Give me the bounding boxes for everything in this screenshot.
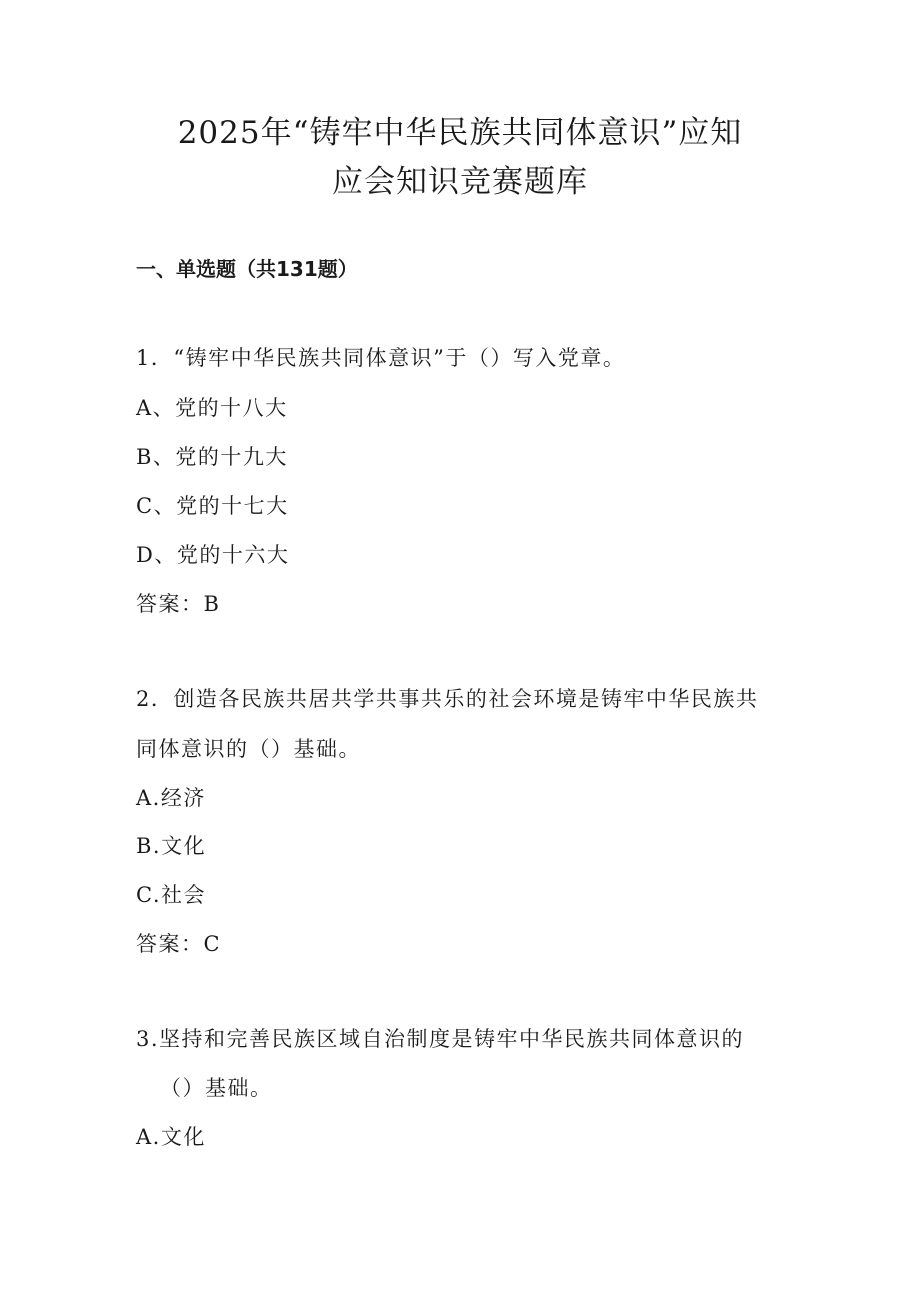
section-heading: 一、单选题（共131题）: [136, 257, 358, 281]
question-1-stem: 1．“铸牢中华民族共同体意识”于（）写入党章。: [136, 346, 626, 370]
question-2-option-a: A.经济: [136, 786, 206, 810]
question-3-option-a: A.文化: [136, 1125, 206, 1149]
question-1-option-d: D、党的十六大: [136, 543, 290, 567]
document-title-line-2: 应会知识竞赛题库: [332, 164, 588, 200]
question-1-answer: 答案：B: [136, 592, 221, 616]
question-3-stem-line-2: （）基础。: [160, 1076, 273, 1100]
question-2-answer: 答案：C: [136, 932, 222, 956]
question-3-stem-line-1: 3.坚持和完善民族区域自治制度是铸牢中华民族共同体意识的: [136, 1027, 745, 1051]
question-1-option-a: A、党的十八大: [136, 396, 288, 420]
question-2-stem-line-1: 2．创造各民族共居共学共事共乐的社会环境是铸牢中华民族共: [136, 687, 759, 711]
document-title-line-1: 2025年“铸牢中华民族共同体意识”应知: [177, 115, 743, 151]
question-1-option-b: B、党的十九大: [136, 445, 288, 469]
question-2-option-c: C.社会: [136, 883, 206, 907]
question-2-option-b: B.文化: [136, 834, 207, 858]
question-2-stem-line-2: 同体意识的（）基础。: [136, 737, 361, 761]
question-1-option-c: C、党的十七大: [136, 494, 289, 518]
